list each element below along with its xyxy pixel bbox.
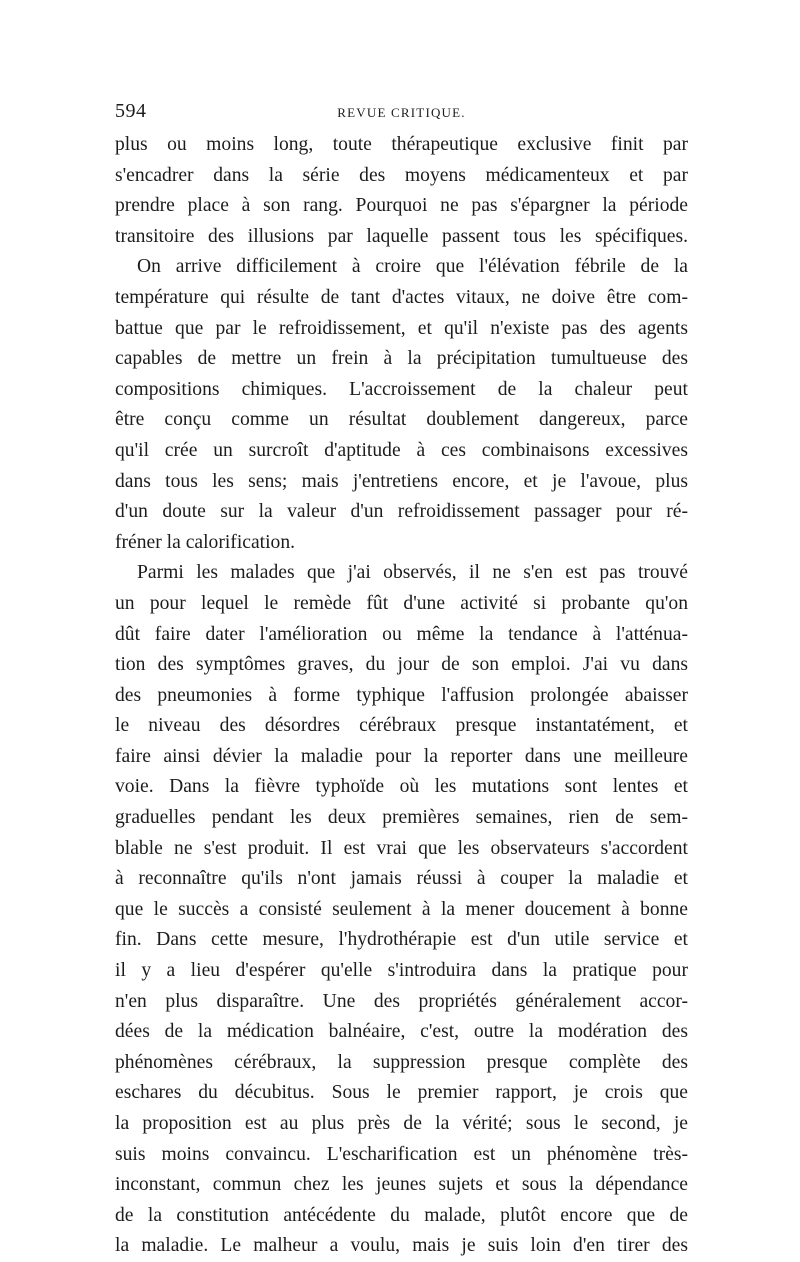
page-number: 594	[115, 100, 147, 122]
text-line: il y a lieu d'espérer qu'elle s'introduira dans la pratique pour	[115, 960, 688, 982]
text-line: Parmi les malades que j'ai observés, il ne s'en est pas trouvé	[137, 562, 688, 584]
text-line: le niveau des désordres cérébraux presque instantatément, et	[115, 715, 688, 737]
text-line: tion des symptômes graves, du jour de son emploi. J'ai vu dans	[115, 654, 688, 676]
running-head: REVUE CRITIQUE.	[337, 105, 466, 120]
text-line: On arrive difficilement à croire que l'élévation fébrile de la	[137, 256, 688, 278]
text-line: inconstant, commun chez les jeunes sujets et sous la dépendance	[115, 1174, 688, 1196]
text-line: à reconnaître qu'ils n'ont jamais réussi à couper la maladie et	[115, 868, 688, 890]
text-line: fin. Dans cette mesure, l'hydrothérapie est d'un utile service et	[115, 929, 688, 951]
body-text	[115, 130, 688, 1262]
text-line: suis moins convaincu. L'escharification est un phénomène très-	[115, 1143, 688, 1165]
text-line: prendre place à son rang. Pourquoi ne pas s'épargner la période	[115, 195, 688, 217]
text-line: être conçu comme un résultat doublement dangereux, parce	[115, 409, 688, 431]
text-line: blable ne s'est produit. Il est vrai que les observateurs s'accordent	[115, 837, 688, 859]
text-line: voie. Dans la fièvre typhoïde où les mutations sont lentes et	[115, 776, 688, 798]
text-line: n'en plus disparaître. Une des propriétés généralement accor-	[115, 990, 688, 1012]
paragraph-3	[115, 558, 688, 1262]
text-line: plus ou moins long, toute thérapeutique exclusive finit par	[115, 134, 688, 155]
text-line: battue que par le refroidissement, et qu'il n'existe pas des agents	[115, 317, 688, 339]
text-line: d'un doute sur la valeur d'un refroidissement passager pour ré-	[115, 501, 688, 523]
text-line: capables de mettre un frein à la précipitation tumultueuse des	[115, 348, 688, 370]
text-line: compositions chimiques. L'accroissement de la chaleur peut	[115, 378, 688, 400]
text-line: la proposition est au plus près de la vérité; sous le second, je	[115, 1113, 688, 1134]
text-line: eschares du décubitus. Sous le premier rapport, je crois que	[115, 1082, 688, 1104]
text-line: des pneumonies à forme typhique l'affusion prolongée abaisser	[115, 684, 688, 706]
text-line: graduelles pendant les deux premières semaines, rien de sem-	[115, 807, 688, 829]
paragraph-1	[115, 130, 688, 252]
text-line: qu'il crée un surcroît d'aptitude à ces combinaisons excessives	[115, 439, 688, 461]
text-line: faire ainsi dévier la maladie pour la reporter dans une meilleure	[115, 745, 688, 767]
text-line: la maladie. Le malheur a voulu, mais je suis loin d'en tirer des	[115, 1235, 688, 1257]
text-line: dans tous les sens; mais j'entretiens encore, et je l'avoue, plus	[115, 470, 688, 492]
text-line: un pour lequel le remède fût d'une activité si probante qu'on	[115, 592, 688, 614]
text-line: de la constitution antécédente du malade, plutôt encore que de	[115, 1204, 688, 1226]
paragraph-2	[115, 252, 688, 558]
text-line: s'encadrer dans la série des moyens médicamenteux et par	[115, 164, 688, 186]
text-line: dées de la médication balnéaire, c'est, outre la modération des	[115, 1021, 688, 1043]
text-line: dût faire dater l'amélioration ou même la tendance à l'atténua-	[115, 623, 688, 645]
text-line: température qui résulte de tant d'actes vitaux, ne doive être com-	[115, 286, 688, 308]
page-header	[115, 100, 688, 122]
text-line: que le succès a consisté seulement à la mener doucement à bonne	[115, 898, 688, 920]
text-line: fréner la calorification.	[115, 531, 296, 553]
text-line: phénomènes cérébraux, la suppression presque complète des	[115, 1051, 688, 1073]
text-line: transitoire des illusions par laquelle passent tous les spécifiques.	[115, 225, 688, 247]
